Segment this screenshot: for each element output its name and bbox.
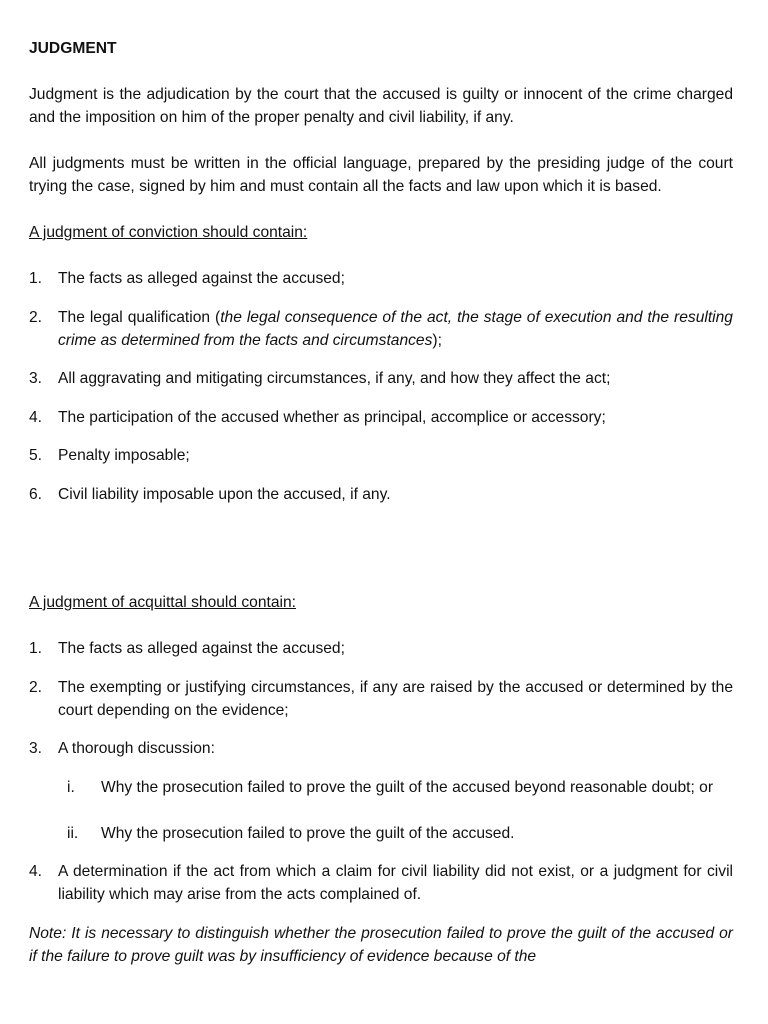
list-item-text: The facts as alleged against the accused; [58, 270, 345, 287]
list-item-text: Penalty imposable; [58, 447, 190, 464]
list-item [29, 860, 733, 906]
document-page [29, 37, 733, 968]
list-item-text: The facts as alleged against the accused; [58, 640, 345, 657]
sublist-number: ii. [67, 824, 79, 842]
list-number: 4. [29, 408, 43, 426]
list-item-text-end: ); [432, 331, 442, 349]
list-item [29, 444, 733, 467]
list-item [29, 306, 733, 352]
acquittal-heading: A judgment of acquittal should contain: [29, 594, 297, 611]
list-item-text: Civil liability imposable upon the accused, if any. [58, 485, 391, 503]
acquittal-list [29, 637, 733, 906]
list-item-text: The exempting or justifying circumstances, if any are raised by the accused or determined by the court depending on the evidence; [58, 678, 733, 719]
sublist-item-text: Why the prosecution failed to prove the guilt of the accused. [101, 824, 515, 842]
list-item [29, 267, 733, 290]
list-item-text: A determination if the act from which a claim for civil liability did not exist, or a judgment for civil liability which may arise from the acts complained of. [58, 863, 733, 903]
list-number: 2. [29, 308, 43, 326]
conviction-heading: A judgment of conviction should contain: [29, 224, 308, 241]
document-title: JUDGMENT [29, 40, 117, 57]
note-paragraph: Note: It is necessary to distinguish whether the prosecution failed to prove the guilt of the accused or if the failure to prove guilt was by insufficiency of evidence because of the [29, 924, 733, 965]
list-number: 5. [29, 447, 43, 464]
list-number: 3. [29, 370, 43, 387]
paragraph-requirements: All judgments must be written in the official language, prepared by the presiding judge of the court trying the case, signed by him and must contain all the facts and law upon which it is based. [29, 155, 733, 195]
list-number: 4. [29, 863, 43, 880]
list-number: 1. [29, 640, 43, 657]
list-item [29, 406, 733, 429]
sublist-item-text: Why the prosecution failed to prove the guilt of the accused beyond reasonable doubt; or [101, 778, 714, 796]
paragraph-definition: Judgment is the adjudication by the court that the accused is guilty or innocent of the crime charged and the imposition on him of the proper penalty and civil liability, if any. [29, 86, 733, 126]
list-number: 2. [29, 678, 43, 696]
list-item-italic-text: the legal consequence of the act, the stage of execution and the resulting crime as determined from the facts and circumstances [58, 308, 733, 349]
list-item [29, 676, 733, 722]
list-item [29, 483, 733, 506]
list-item-text: A thorough discussion: [58, 740, 215, 757]
list-number: 1. [29, 270, 43, 287]
list-item-text: The participation of the accused whether as principal, accomplice or accessory; [58, 408, 606, 426]
sublist-item [58, 776, 733, 799]
list-item [29, 737, 733, 845]
list-number: 6. [29, 485, 43, 503]
list-number: 3. [29, 740, 43, 757]
sublist-number: i. [67, 778, 75, 796]
section-spacer [29, 521, 733, 591]
list-item [29, 637, 733, 660]
list-item-text: The legal qualification ( [58, 308, 221, 326]
list-item-text: All aggravating and mitigating circumstances, if any, and how they affect the act; [58, 370, 611, 387]
discussion-sublist [58, 776, 733, 845]
sublist-item [58, 822, 733, 845]
list-item [29, 367, 733, 390]
conviction-list [29, 267, 733, 506]
